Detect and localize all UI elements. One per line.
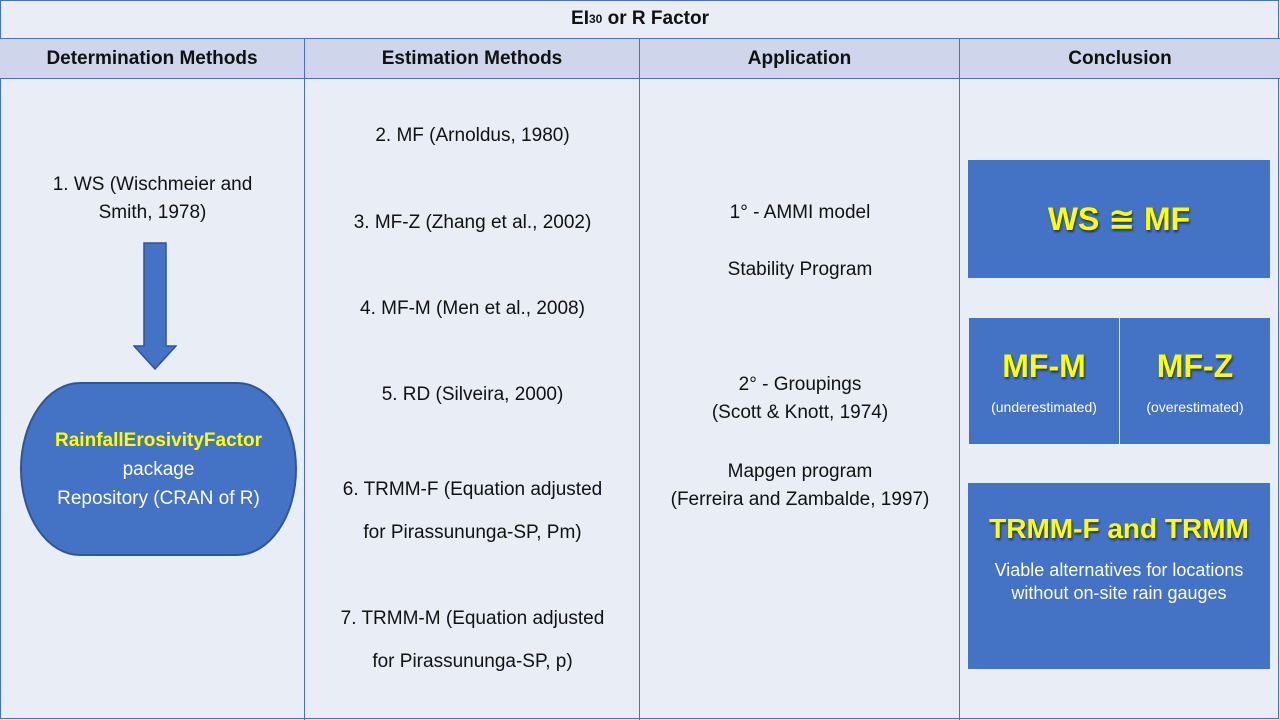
trmm-description	[995, 559, 1244, 605]
header-determination: Determination Methods	[0, 39, 305, 79]
mfz-box	[1120, 318, 1270, 444]
header-application: Application	[640, 39, 960, 79]
header-conclusion: Conclusion	[960, 39, 1280, 79]
estimation-item-line: 6. TRMM-F (Equation adjusted	[342, 479, 603, 500]
estimation-item: 3. MF-Z (Zhang et al., 2002)	[353, 212, 592, 233]
package-name: RainfallErosivityFactor	[55, 429, 262, 451]
mfz-note: (overestimated)	[1146, 398, 1244, 415]
ws-line-2: Smith, 1978)	[98, 202, 207, 223]
estimation-item: 5. RD (Silveira, 2000)	[381, 384, 564, 405]
down-arrow-icon	[133, 242, 177, 370]
groupings-text	[640, 371, 960, 427]
estimation-item-line: for Pirassununga-SP, Pm)	[363, 522, 582, 543]
mfz-title: MF-Z	[1156, 347, 1234, 384]
ws-line-1: 1. WS (Wischmeier and	[52, 174, 253, 195]
package-oval	[20, 382, 297, 556]
title-main: EI	[571, 8, 589, 29]
trmm-desc-line: Viable alternatives for locations	[994, 560, 1244, 580]
title-rest: or R Factor	[602, 8, 709, 29]
ws-method-text	[0, 171, 305, 227]
package-label: package	[122, 458, 195, 480]
estimation-item: 2. MF (Arnoldus, 1980)	[375, 125, 570, 146]
title-subscript: 30	[588, 12, 603, 26]
mapgen-text	[640, 458, 960, 514]
stability-program-text: Stability Program	[727, 259, 873, 280]
ferreira-line: (Ferreira and Zambalde, 1997)	[670, 489, 930, 510]
estimation-item	[305, 597, 640, 683]
mfm-box	[969, 318, 1119, 444]
mfm-note: (underestimated)	[991, 398, 1097, 415]
estimation-item-line: 7. TRMM-M (Equation adjusted	[340, 608, 605, 629]
trmm-box	[968, 483, 1270, 669]
estimation-item: 4. MF-M (Men et al., 2008)	[360, 298, 585, 319]
mfm-title: MF-M	[1002, 347, 1086, 384]
table-title	[0, 0, 1280, 39]
ammi-model-text: 1° - AMMI model	[729, 202, 871, 223]
estimation-item-line: for Pirassununga-SP, p)	[372, 651, 573, 672]
package-repository: Repository (CRAN of R)	[57, 487, 260, 509]
groupings-line: 2° - Groupings	[738, 374, 862, 395]
trmm-title: TRMM-F and TRMM	[989, 513, 1249, 544]
scott-knott-line: (Scott & Knott, 1974)	[711, 402, 889, 423]
estimation-item	[305, 468, 640, 554]
ws-mf-box	[968, 160, 1270, 278]
ws-mf-text: WS ≅ MF	[1047, 201, 1191, 237]
trmm-desc-line: without on-site rain gauges	[1011, 583, 1227, 603]
header-estimation: Estimation Methods	[305, 39, 640, 79]
mapgen-line: Mapgen program	[727, 461, 873, 482]
